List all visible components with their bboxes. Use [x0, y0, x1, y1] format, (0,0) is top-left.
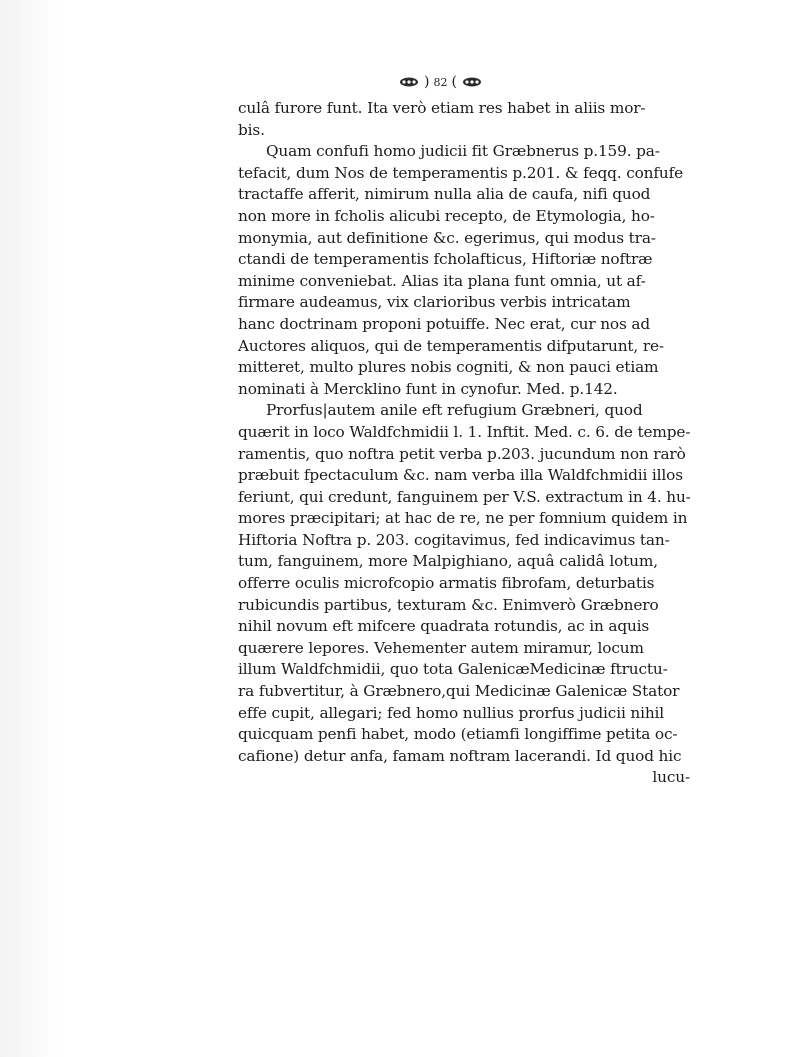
text-line: mitteret, multo plures nobis cogniti, & non pauci etiam [238, 358, 659, 377]
text-line: feriunt, qui credunt, fanguinem per V.S. extractum in 4. hu- [238, 487, 691, 506]
text-line: cafione) detur anfa, famam noftram lacerandi. Id quod hic [238, 746, 682, 765]
text-line: offerre oculis microfcopio armatis fibrofam, deturbatis [238, 574, 655, 593]
text-line: monymia, aut definitione &c. egerimus, qui modus tra- [238, 228, 656, 247]
text-line: firmare audeamus, vix clarioribus verbis intricatam [238, 293, 631, 312]
catchword: lucu- [652, 768, 690, 787]
text-line: nihil novum eft mifcere quadrata rotundis, ac in aquis [238, 617, 650, 636]
text-line: nominati à Mercklino funt in cynofur. Med. p.142. [238, 379, 618, 398]
text-line: non more in fcholis alicubi recepto, de Etymologia, ho- [238, 206, 655, 225]
text-line: quærit in loco Waldfchmidii l. 1. Inftit. Med. c. 6. de tempe- [238, 422, 691, 441]
page-number: 82 [433, 75, 448, 89]
scan-edge [0, 0, 60, 1057]
text-line: Quam confufi homo judicii fit Græbnerus p.159. pa- [266, 142, 660, 161]
text-line: tractaffe afferit, nimirum nulla alia de caufa, nifi quod [238, 185, 651, 204]
text-line: rubicundis partibus, texturam &c. Enimverò Græbnero [238, 595, 659, 614]
header-left-paren: ) [424, 74, 430, 90]
text-line: culâ furore funt. Ita verò etiam res habet in aliis mor- [238, 99, 646, 117]
text-line: minime conveniebat. Alias ita plana funt omnia, ut af- [238, 271, 646, 290]
text-line: illum Waldfchmidii, quo tota GalenicæMedicinæ ftructu- [238, 660, 668, 679]
body-text [238, 98, 698, 789]
text-line: Prorfus|autem anile eft refugium Græbneri, quod [266, 401, 643, 420]
text-line: mores præcipitari; at hac de re, ne per fomnium quidem in [238, 509, 688, 528]
page-header [398, 74, 483, 90]
right-ornament-icon [461, 76, 483, 88]
text-line: tefacit, dum Nos de temperamentis p.201. & feqq. confufe [238, 163, 684, 182]
left-ornament-icon [398, 76, 420, 88]
text-line: ctandi de temperamentis fcholafticus, Hiftoriæ noftræ [238, 250, 653, 269]
text-line: bis. [238, 120, 265, 139]
header-right-paren: ( [451, 74, 457, 90]
text-line: ra fubvertitur, à Græbnero,qui Medicinæ Galenicæ Stator [238, 682, 680, 701]
text-line: Auctores aliquos, qui de temperamentis difputarunt, re- [238, 336, 664, 355]
text-line: hanc doctrinam proponi potuiffe. Nec erat, cur nos ad [238, 314, 650, 333]
text-line: Hiftoria Noftra p. 203. cogitavimus, fed indicavimus tan- [238, 530, 670, 549]
text-line: quærere lepores. Vehementer autem miramur, locum [238, 638, 644, 657]
text-line: præbuit fpectaculum &c. nam verba illa Waldfchmidii illos [238, 466, 683, 485]
text-line: ramentis, quo noftra petit verba p.203. jucundum non rarò [238, 444, 686, 463]
text-line: tum, fanguinem, more Malpighiano, aquâ calidâ lotum, [238, 552, 658, 571]
text-line: quicquam penfi habet, modo (etiamfi longiffime petita oc- [238, 725, 678, 744]
text-line: effe cupit, allegari; fed homo nullius prorfus judicii nihil [238, 703, 665, 722]
